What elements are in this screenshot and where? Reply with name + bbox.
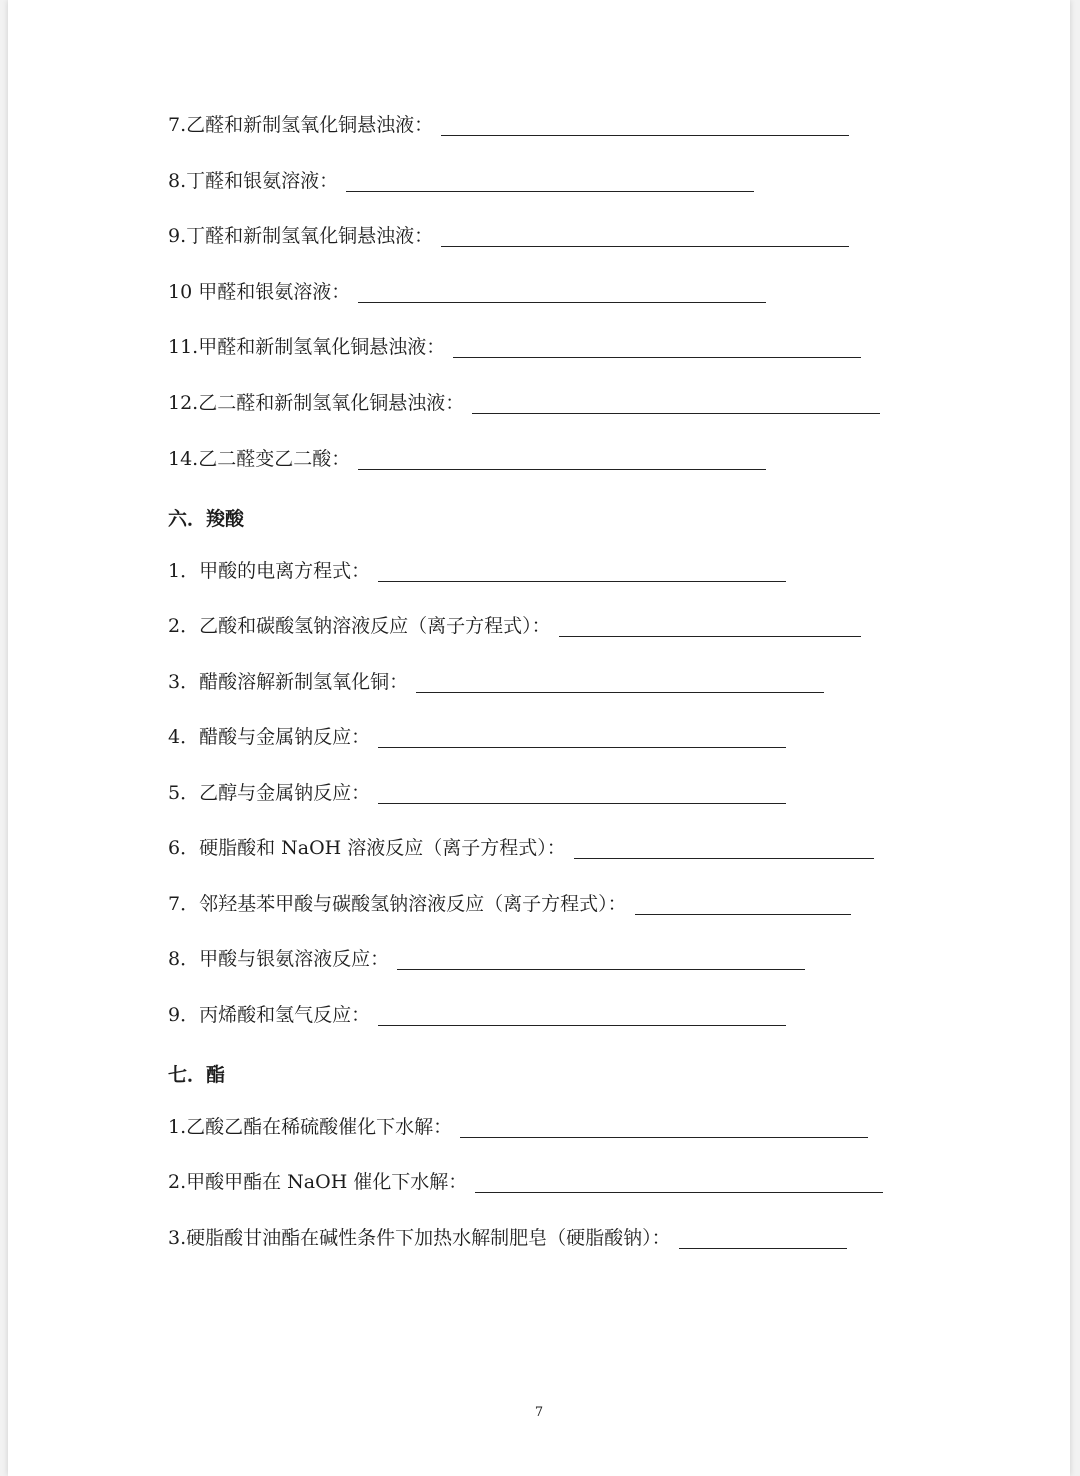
question-line xyxy=(168,833,874,863)
question-text: 3．醋酸溶解新制氢氧化铜： xyxy=(168,671,409,693)
answer-blank[interactable] xyxy=(358,301,766,303)
question-line xyxy=(168,722,786,752)
question-text: 4．醋酸与金属钠反应： xyxy=(168,726,371,748)
answer-blank[interactable] xyxy=(574,857,874,859)
question-text: 1．甲酸的电离方程式： xyxy=(168,560,371,582)
answer-blank[interactable] xyxy=(378,746,786,748)
answer-blank[interactable] xyxy=(453,356,861,358)
question-text: 9．丙烯酸和氢气反应： xyxy=(168,1004,371,1026)
answer-blank[interactable] xyxy=(679,1247,847,1249)
question-line xyxy=(168,1112,868,1142)
answer-blank[interactable] xyxy=(635,913,851,915)
answer-blank[interactable] xyxy=(416,691,824,693)
question-line xyxy=(168,667,824,697)
question-line xyxy=(168,1167,883,1197)
question-line xyxy=(168,944,805,974)
answer-blank[interactable] xyxy=(397,968,805,970)
question-line xyxy=(168,611,861,641)
page-number: 7 xyxy=(534,1405,544,1420)
answer-blank[interactable] xyxy=(559,635,861,637)
question-line xyxy=(168,444,766,474)
answer-blank[interactable] xyxy=(441,134,849,136)
question-text: 11.甲醛和新制氢氧化铜悬浊液： xyxy=(168,336,446,358)
question-text: 3.硬脂酸甘油酯在碱性条件下加热水解制肥皂（硬脂酸钠）： xyxy=(168,1227,671,1249)
question-text: 8.丁醛和银氨溶液： xyxy=(168,170,339,192)
question-line xyxy=(168,1000,786,1030)
question-line xyxy=(168,1223,847,1253)
answer-blank[interactable] xyxy=(475,1191,883,1193)
question-text: 12.乙二醛和新制氢氧化铜悬浊液： xyxy=(168,392,465,414)
answer-blank[interactable] xyxy=(358,468,766,470)
question-text: 7.乙醛和新制氢氧化铜悬浊液： xyxy=(168,114,434,136)
answer-blank[interactable] xyxy=(472,412,880,414)
question-line xyxy=(168,556,786,586)
question-line xyxy=(168,166,754,196)
question-text: 1.乙酸乙酯在稀硫酸催化下水解： xyxy=(168,1116,453,1138)
question-text: 2．乙酸和碳酸氢钠溶液反应（离子方程式）： xyxy=(168,615,551,637)
question-line xyxy=(168,277,766,307)
answer-blank[interactable] xyxy=(346,190,754,192)
question-text: 2.甲酸甲酯在 NaOH 催化下水解： xyxy=(168,1171,468,1193)
question-text: 5．乙醇与金属钠反应： xyxy=(168,782,371,804)
question-text: 8．甲酸与银氨溶液反应： xyxy=(168,948,390,970)
question-text: 6．硬脂酸和 NaOH 溶液反应（离子方程式）： xyxy=(168,837,566,859)
question-line xyxy=(168,889,851,919)
question-text: 9.丁醛和新制氢氧化铜悬浊液： xyxy=(168,225,434,247)
answer-blank[interactable] xyxy=(378,580,786,582)
question-text: 14.乙二醛变乙二酸： xyxy=(168,448,351,470)
section-heading-ester: 七．酯 xyxy=(168,1064,226,1086)
answer-blank[interactable] xyxy=(378,802,786,804)
answer-blank[interactable] xyxy=(441,245,849,247)
question-line xyxy=(168,778,786,808)
document-page xyxy=(8,0,1070,1476)
question-text: 7．邻羟基苯甲酸与碳酸氢钠溶液反应（离子方程式）： xyxy=(168,893,627,915)
question-line xyxy=(168,388,880,418)
answer-blank[interactable] xyxy=(460,1136,868,1138)
section-heading-carboxylic-acid: 六．羧酸 xyxy=(168,508,245,530)
question-line xyxy=(168,110,849,140)
answer-blank[interactable] xyxy=(378,1024,786,1026)
question-line xyxy=(168,221,849,251)
question-text: 10 甲醛和银氨溶液： xyxy=(168,281,351,303)
question-line xyxy=(168,332,861,362)
